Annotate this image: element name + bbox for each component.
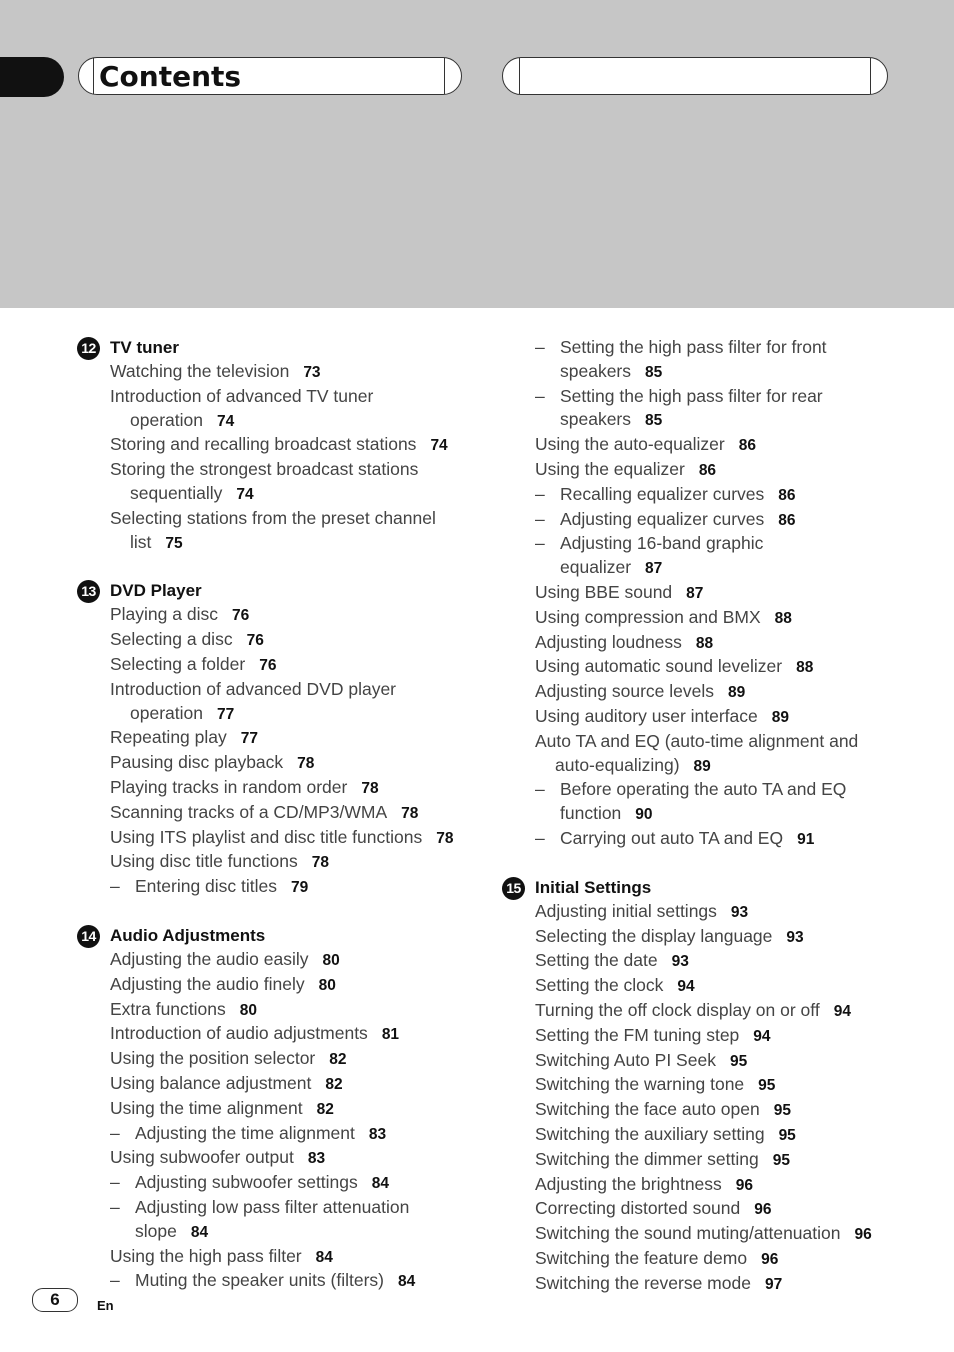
title-box — [78, 57, 462, 95]
entry-page-number: 76 — [259, 656, 277, 674]
entry-text: Playing tracks in random order — [110, 776, 348, 797]
section-title: TV tuner — [110, 338, 179, 357]
section-number-badge: 12 — [77, 337, 100, 360]
entry-page-number: 82 — [316, 1100, 334, 1118]
toc-entry — [502, 925, 922, 950]
toc-entry — [502, 1024, 922, 1049]
entry-text-continued: list 75 — [130, 531, 183, 552]
entry-text: Switching the feature demo — [535, 1247, 748, 1268]
toc-entry — [502, 581, 922, 606]
entry-text: Using the position selector — [110, 1048, 316, 1069]
toc-subentry — [77, 1122, 497, 1147]
entry-page-number: 85 — [645, 412, 663, 430]
entry-text: Using ITS playlist and disc title functions — [110, 826, 423, 847]
entry-page-number: 95 — [778, 1126, 796, 1144]
entry-text: Setting the FM tuning step — [535, 1024, 740, 1045]
toc-subentry — [502, 778, 922, 827]
toc-entry — [77, 726, 497, 751]
entry-page-number: 89 — [693, 757, 711, 775]
entry-text: Adjusting the audio easily — [110, 948, 309, 969]
toc-entry — [77, 850, 497, 875]
toc-entry — [77, 1245, 497, 1270]
toc-subentry — [502, 532, 922, 581]
entry-page-number: 93 — [730, 903, 749, 921]
toc-entry — [502, 1272, 922, 1297]
entry-text: Using the equalizer — [535, 458, 685, 479]
toc-entry — [502, 1247, 922, 1272]
toc-entry — [77, 433, 497, 458]
toc-section — [77, 336, 497, 555]
entry-text: Switching the reverse mode — [535, 1272, 751, 1293]
entry-text: Using the high pass filter — [110, 1245, 302, 1266]
entry-page-number: 77 — [240, 730, 258, 748]
toc-entry — [77, 678, 497, 727]
entry-text: Adjusting 16-band graphic — [560, 533, 764, 554]
section-number-badge: 14 — [77, 925, 100, 948]
section-title: Audio Adjustments — [110, 925, 266, 945]
entry-text: Recalling equalizer curves — [560, 483, 765, 504]
entry-page-number: 84 — [190, 1223, 209, 1241]
entry-page-number: 86 — [778, 511, 796, 529]
entry-text: Adjusting initial settings — [535, 900, 717, 921]
entry-text-continued: equalizer 87 — [560, 557, 663, 578]
entry-page-number: 86 — [738, 437, 756, 455]
entry-text: Extra functions — [110, 998, 226, 1019]
entry-text: Switching Auto PI Seek — [535, 1049, 716, 1070]
entry-page-number: 85 — [645, 363, 663, 381]
section-gap — [77, 555, 497, 579]
toc-entry — [77, 973, 497, 998]
entry-page-number: 84 — [398, 1273, 416, 1291]
language-label: En — [97, 1298, 114, 1313]
entry-page-number: 93 — [786, 928, 804, 946]
entry-text: Adjusting equalizer curves — [560, 508, 765, 529]
header-band — [0, 0, 954, 308]
toc-entry — [77, 628, 497, 653]
entry-page-number: 84 — [315, 1248, 333, 1266]
entry-text: Scanning tracks of a CD/MP3/WMA — [110, 801, 388, 822]
toc-entry — [502, 1098, 922, 1123]
entry-text: Repeating play — [110, 727, 227, 748]
entry-page-number: 82 — [329, 1051, 347, 1069]
entry-page-number: 96 — [754, 1201, 772, 1219]
entry-text: Storing the strongest broadcast stations — [110, 459, 419, 480]
entry-text-continued: auto-equalizing) 89 — [555, 754, 711, 775]
section-gap — [502, 852, 922, 876]
entry-text: Adjusting the brightness — [535, 1173, 722, 1194]
dash-marker: – — [110, 1172, 120, 1193]
toc-entry — [502, 1222, 922, 1247]
toc-left-column — [77, 336, 497, 1294]
entry-page-number: 88 — [774, 609, 792, 627]
section-heading — [77, 924, 497, 948]
toc-section — [77, 579, 497, 900]
entry-page-number: 96 — [854, 1226, 872, 1244]
entry-text-continued: sequentially 74 — [130, 482, 254, 503]
entry-page-number: 89 — [727, 684, 746, 702]
entry-page-number: 76 — [231, 607, 250, 625]
toc-entry — [77, 507, 497, 556]
entry-page-number: 96 — [761, 1250, 779, 1268]
entry-text: Pausing disc playback — [110, 752, 284, 773]
toc-subentry — [77, 1171, 497, 1196]
toc-subentry — [502, 508, 922, 533]
entry-page-number: 91 — [797, 830, 815, 848]
entry-text: Introduction of advanced TV tuner — [110, 385, 374, 406]
entry-text: Auto TA and EQ (auto-time alignment and — [535, 730, 859, 751]
toc-entry — [502, 1148, 922, 1173]
section-gap — [77, 900, 497, 924]
dash-marker: – — [535, 827, 545, 848]
dash-marker: – — [110, 1122, 120, 1143]
toc-entry — [502, 900, 922, 925]
entry-page-number: 83 — [307, 1150, 326, 1168]
toc-subentry — [77, 1269, 497, 1294]
entry-page-number: 88 — [695, 634, 714, 652]
entry-page-number: 74 — [236, 485, 254, 503]
entry-page-number: 78 — [297, 755, 315, 773]
entry-text: Introduction of audio adjustments — [110, 1023, 368, 1044]
entry-page-number: 84 — [371, 1175, 390, 1193]
entry-text: Setting the clock — [535, 975, 664, 996]
dash-marker: – — [110, 1270, 120, 1291]
toc-entry — [77, 653, 497, 678]
dash-marker: – — [535, 483, 545, 504]
dash-marker: – — [110, 1196, 120, 1217]
entry-text: Turning the off clock display on or off — [535, 999, 820, 1020]
toc-subentry — [502, 827, 922, 852]
dash-marker: – — [535, 337, 545, 357]
entry-text: Introduction of advanced DVD player — [110, 678, 396, 699]
page-number: 6 — [32, 1288, 78, 1312]
entry-text: Adjusting subwoofer settings — [135, 1172, 358, 1193]
toc-entry — [502, 655, 922, 680]
toc-entry — [77, 1022, 497, 1047]
entry-page-number: 95 — [729, 1052, 748, 1070]
entry-page-number: 78 — [311, 854, 329, 872]
page-title: Contents — [99, 60, 242, 93]
section-title: Initial Settings — [535, 877, 652, 897]
toc-entry — [502, 606, 922, 631]
toc-entry — [502, 705, 922, 730]
dash-marker: – — [535, 779, 545, 800]
toc-section — [502, 336, 922, 852]
entry-page-number: 83 — [368, 1125, 387, 1143]
toc-entry — [502, 730, 922, 779]
toc-entry — [502, 974, 922, 999]
entry-page-number: 82 — [325, 1075, 343, 1093]
entry-page-number: 75 — [165, 534, 183, 552]
section-number-badge: 15 — [502, 877, 525, 900]
entry-text-continued: speakers 85 — [560, 360, 663, 381]
entry-text: Selecting stations from the preset channel — [110, 507, 436, 528]
toc-entry — [502, 458, 922, 483]
entry-text: Carrying out auto TA and EQ — [560, 827, 784, 848]
entry-page-number: 95 — [758, 1077, 776, 1095]
entry-text-continued: operation 77 — [130, 702, 235, 723]
entry-text: Using compression and BMX — [535, 606, 761, 627]
toc-subentry — [502, 483, 922, 508]
entry-text: Correcting distorted sound — [535, 1198, 741, 1219]
entry-page-number: 80 — [318, 976, 336, 994]
entry-text: Setting the high pass filter for rear — [560, 385, 823, 406]
entry-text: Using the auto-equalizer — [535, 434, 725, 455]
toc-entry — [77, 1097, 497, 1122]
entry-page-number: 77 — [216, 705, 235, 723]
toc-entry — [77, 1072, 497, 1097]
toc-entry — [502, 999, 922, 1024]
entry-text: Using the time alignment — [110, 1097, 303, 1118]
entry-text: Playing a disc — [110, 604, 218, 625]
entry-text: Switching the auxiliary setting — [535, 1123, 765, 1144]
entry-page-number: 94 — [753, 1027, 771, 1045]
entry-text: Adjusting the audio finely — [110, 973, 305, 994]
entry-page-number: 93 — [671, 953, 689, 971]
toc-entry — [77, 751, 497, 776]
entry-text: Using automatic sound levelizer — [535, 656, 783, 677]
entry-text: Adjusting low pass filter attenuation — [135, 1196, 410, 1217]
entry-page-number: 78 — [361, 779, 379, 797]
toc-entry — [77, 603, 497, 628]
entry-page-number: 76 — [246, 632, 264, 650]
toc-section — [502, 876, 922, 1297]
section-heading — [77, 336, 497, 360]
toc-entry — [502, 631, 922, 656]
entry-page-number: 88 — [796, 659, 814, 677]
entry-text: Using balance adjustment — [110, 1072, 312, 1093]
toc-entry — [502, 949, 922, 974]
toc-section — [77, 924, 497, 1294]
entry-page-number: 89 — [771, 708, 789, 726]
black-tab-marker — [0, 57, 64, 97]
toc-entry — [77, 385, 497, 434]
toc-entry — [77, 776, 497, 801]
entry-page-number: 80 — [239, 1001, 257, 1019]
toc-entry — [502, 1173, 922, 1198]
entry-text: Selecting the display language — [535, 925, 773, 946]
entry-page-number: 94 — [833, 1002, 851, 1020]
section-heading — [77, 579, 497, 603]
toc-subentry — [77, 1196, 497, 1245]
entry-page-number: 81 — [381, 1026, 400, 1044]
entry-page-number: 74 — [216, 412, 235, 430]
dash-marker: – — [535, 533, 545, 554]
toc-entry — [502, 1197, 922, 1222]
entry-page-number: 73 — [303, 364, 321, 381]
entry-text: Setting the date — [535, 950, 658, 971]
entry-text: Using subwoofer output — [110, 1147, 294, 1168]
entry-text-continued: speakers 85 — [560, 409, 663, 430]
entry-text: Switching the face auto open — [535, 1099, 760, 1120]
entry-text: Adjusting the time alignment — [135, 1122, 355, 1143]
entry-page-number: 86 — [698, 461, 717, 479]
entry-text: Switching the warning tone — [535, 1074, 745, 1095]
toc-entry — [502, 1123, 922, 1148]
entry-page-number: 78 — [401, 804, 419, 822]
entry-text-continued: operation 74 — [130, 409, 235, 430]
entry-page-number: 86 — [778, 486, 796, 504]
entry-page-number: 97 — [764, 1275, 783, 1293]
entry-page-number: 87 — [645, 560, 663, 578]
entry-text: Selecting a folder — [110, 653, 246, 674]
toc-entry — [77, 458, 497, 507]
entry-page-number: 95 — [772, 1151, 790, 1169]
entry-text: Storing and recalling broadcast stations — [110, 434, 417, 455]
entry-text: Adjusting source levels — [535, 681, 714, 702]
toc-entry — [77, 1047, 497, 1072]
entry-page-number: 87 — [686, 584, 704, 602]
entry-text: Adjusting loudness — [535, 631, 682, 652]
toc-entry — [502, 680, 922, 705]
toc-entry — [77, 360, 497, 385]
toc-entry — [77, 826, 497, 851]
blank-header-box — [502, 57, 888, 95]
section-number-badge: 13 — [77, 580, 100, 603]
toc-subentry — [502, 385, 922, 434]
entry-text: Muting the speaker units (filters) — [135, 1270, 384, 1291]
dash-marker: – — [110, 876, 120, 897]
entry-page-number: 90 — [635, 806, 653, 824]
entry-page-number: 80 — [322, 951, 340, 969]
toc-entry — [77, 1146, 497, 1171]
entry-text: Using BBE sound — [535, 581, 673, 602]
toc-subentry — [77, 875, 497, 900]
entry-text-continued: slope 84 — [135, 1220, 209, 1241]
entry-text: Switching the dimmer setting — [535, 1148, 759, 1169]
entry-page-number: 95 — [773, 1102, 791, 1120]
toc-entry — [77, 948, 497, 973]
entry-text: Entering disc titles — [135, 876, 278, 897]
dash-marker: – — [535, 508, 545, 529]
dash-marker: – — [535, 385, 545, 406]
entry-text: Using disc title functions — [110, 851, 298, 872]
toc-entry — [502, 433, 922, 458]
toc-entry — [77, 998, 497, 1023]
entry-text: Before operating the auto TA and EQ — [560, 779, 847, 800]
section-heading — [502, 876, 922, 900]
section-title: DVD Player — [110, 581, 202, 601]
toc-entry — [77, 801, 497, 826]
entry-page-number: 78 — [436, 829, 454, 847]
entry-page-number: 94 — [677, 978, 695, 996]
toc-entry — [502, 1073, 922, 1098]
entry-text: Selecting a disc — [110, 629, 233, 650]
entry-text: Using auditory user interface — [535, 705, 758, 726]
entry-text: Switching the sound muting/attenuation — [535, 1223, 841, 1244]
toc-right-column — [502, 336, 922, 1296]
entry-text: Setting the high pass filter for front — [560, 337, 827, 357]
entry-text: Watching the television — [110, 361, 290, 381]
toc-subentry — [502, 336, 922, 385]
entry-text-continued: function 90 — [560, 803, 653, 824]
entry-page-number: 79 — [291, 879, 309, 897]
entry-page-number: 74 — [430, 437, 448, 455]
entry-page-number: 96 — [735, 1176, 754, 1194]
toc-entry — [502, 1049, 922, 1074]
